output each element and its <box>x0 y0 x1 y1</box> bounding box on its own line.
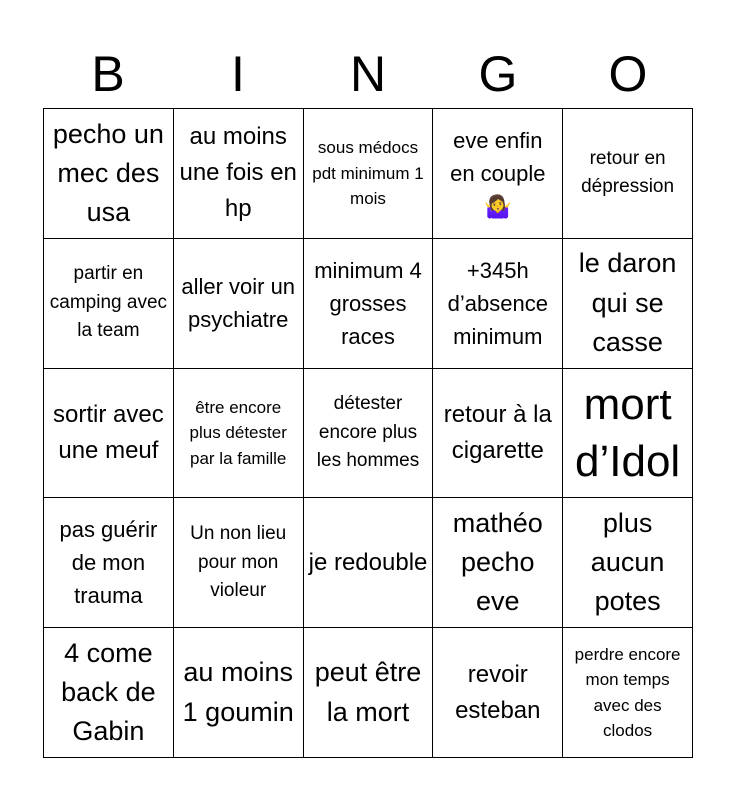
cell-text: minimum 4 grosses races <box>314 257 422 349</box>
bingo-cell[interactable] <box>433 498 563 628</box>
cell-text: peut être la mort <box>314 657 422 727</box>
cell-text: au moins 1 goumin <box>182 657 294 727</box>
bingo-cell[interactable] <box>304 369 434 499</box>
bingo-cell[interactable] <box>433 109 563 239</box>
bingo-cell[interactable] <box>563 628 693 758</box>
cell-text: au moins une fois en hp <box>179 123 297 223</box>
cell-text: retour en dépression <box>581 147 675 198</box>
bingo-cell[interactable] <box>44 498 174 628</box>
header-letter-n: N <box>349 46 387 102</box>
header-letter-o: O <box>608 46 648 102</box>
cell-text: Un non lieu pour mon violeur <box>190 523 287 602</box>
bingo-grid <box>43 108 693 758</box>
bingo-header <box>43 40 693 108</box>
cell-text: retour à la cigarette <box>443 400 552 464</box>
bingo-cell[interactable] <box>174 628 304 758</box>
cell-text: pas guérir de mon trauma <box>59 517 158 609</box>
cell-text: perdre encore mon temps avec des clodos <box>574 644 681 741</box>
bingo-cell[interactable] <box>174 109 304 239</box>
cell-text: eve enfin en couple 🤷‍♀️ <box>450 127 546 219</box>
bingo-cell[interactable] <box>563 239 693 369</box>
bingo-cell[interactable] <box>433 628 563 758</box>
cell-text: le daron qui se casse <box>578 248 677 357</box>
bingo-cell[interactable] <box>304 109 434 239</box>
bingo-cell[interactable] <box>44 628 174 758</box>
header-letter-b: B <box>91 46 125 102</box>
cell-text: être encore plus détester par la famille <box>189 397 287 468</box>
bingo-cell[interactable] <box>304 239 434 369</box>
cell-text: pecho un mec des usa <box>52 118 164 227</box>
bingo-cell[interactable] <box>433 369 563 499</box>
cell-text: revoir esteban <box>455 660 541 724</box>
cell-text: plus aucun potes <box>590 508 665 617</box>
header-letter-g: G <box>478 46 518 102</box>
bingo-cell[interactable] <box>563 369 693 499</box>
bingo-cell[interactable] <box>44 239 174 369</box>
bingo-cell[interactable] <box>44 109 174 239</box>
bingo-cell[interactable] <box>563 109 693 239</box>
header-letter-i: I <box>231 46 245 102</box>
cell-text: sous médocs pdt minimum 1 mois <box>312 138 424 209</box>
bingo-cell[interactable] <box>44 369 174 499</box>
bingo-cell[interactable] <box>174 369 304 499</box>
cell-text: 4 come back de Gabin <box>61 637 156 747</box>
cell-text: sortir avec une meuf <box>53 400 164 464</box>
cell-text: mathéo pecho eve <box>452 508 543 617</box>
cell-text: partir en camping avec la team <box>49 263 168 342</box>
cell-text: je redouble <box>308 548 428 576</box>
bingo-cell[interactable] <box>563 498 693 628</box>
bingo-cell[interactable] <box>433 239 563 369</box>
bingo-cell[interactable] <box>174 239 304 369</box>
cell-text: aller voir un psychiatre <box>181 274 296 333</box>
cell-text: +345h d’absence minimum <box>447 257 548 349</box>
bingo-cell[interactable] <box>304 498 434 628</box>
cell-text: détester encore plus les hommes <box>316 393 420 472</box>
bingo-cell[interactable] <box>304 628 434 758</box>
cell-text: mort d’Idol <box>575 379 681 486</box>
bingo-cell[interactable] <box>174 498 304 628</box>
